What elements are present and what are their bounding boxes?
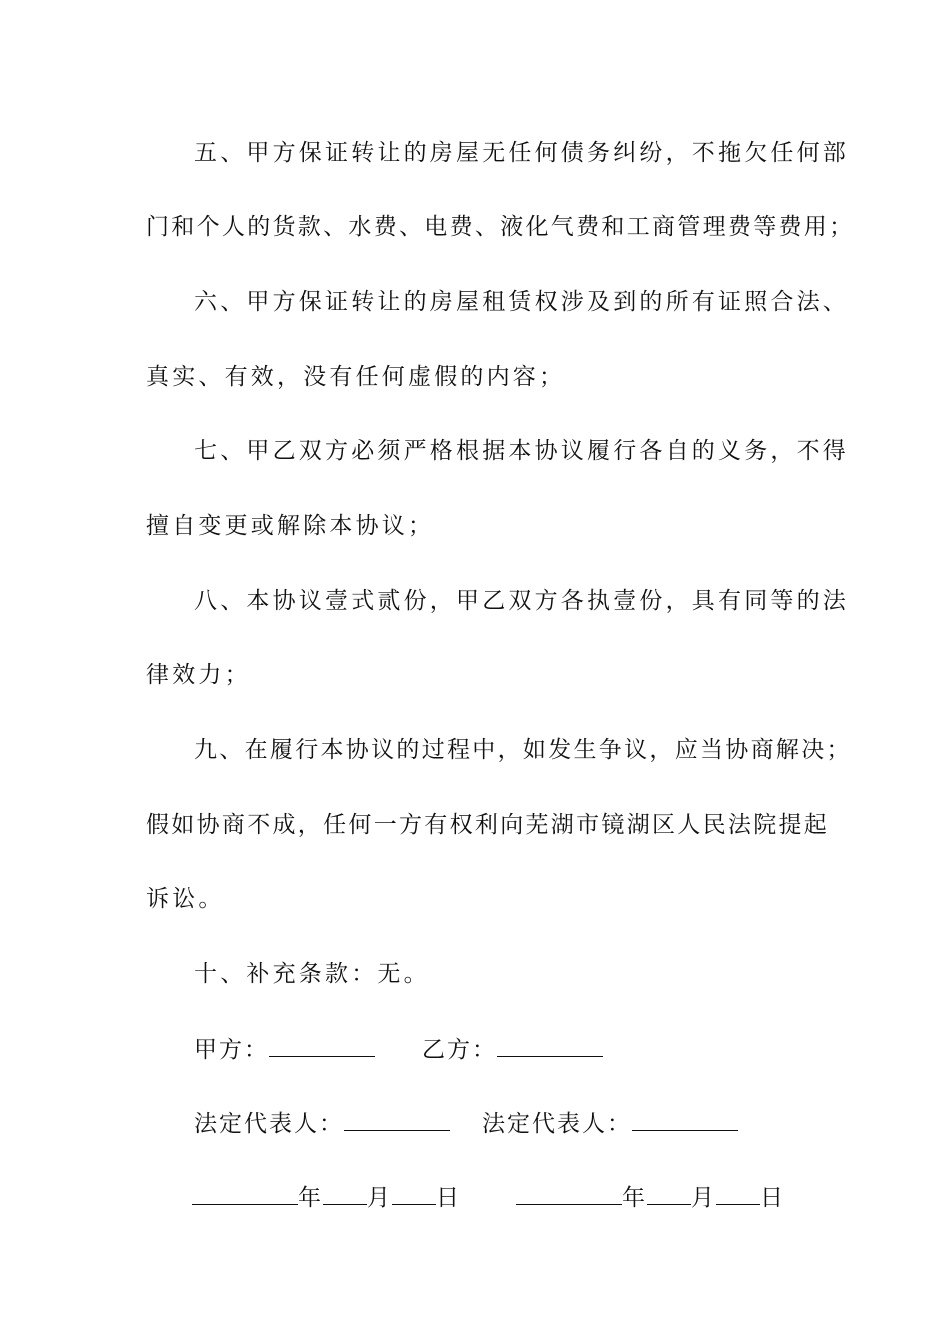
rep-a-label: 法定代表人： xyxy=(194,1111,344,1137)
clause-seven-line-1: 七、甲乙双方必须严格根据本协议履行各自的义务，不得 xyxy=(194,438,849,464)
date-b-field xyxy=(516,1182,785,1213)
date-a-year-blank xyxy=(192,1182,298,1205)
rep-b-blank xyxy=(632,1108,738,1131)
rep-b-field xyxy=(482,1108,738,1139)
clause-seven-line-2: 擅自变更或解除本协议； xyxy=(146,513,435,539)
date-a-month-label: 月 xyxy=(367,1185,392,1211)
clause-six-line-2: 真实、有效，没有任何虚假的内容； xyxy=(146,364,566,390)
clause-nine-line-3: 诉讼。 xyxy=(146,886,225,912)
date-a-field xyxy=(192,1182,461,1213)
clause-eight-line-2: 律效力； xyxy=(146,662,251,688)
date-a-month-blank xyxy=(323,1182,367,1205)
party-b-field xyxy=(422,1034,603,1065)
clause-nine-line-1: 九、在履行本协议的过程中，如发生争议，应当协商解决； xyxy=(194,737,852,763)
clause-five-line-2: 门和个人的货款、水费、电费、液化气费和工商管理费等费用； xyxy=(146,214,855,240)
party-a-field xyxy=(194,1034,375,1065)
date-b-year-blank xyxy=(516,1182,622,1205)
party-a-blank xyxy=(269,1034,375,1057)
date-a-day-blank xyxy=(392,1182,436,1205)
date-b-month-label: 月 xyxy=(691,1185,716,1211)
date-b-month-blank xyxy=(647,1182,691,1205)
clause-five-line-1: 五、甲方保证转让的房屋无任何债务纠纷，不拖欠任何部 xyxy=(194,140,849,166)
date-b-year-label: 年 xyxy=(622,1185,647,1211)
rep-a-blank xyxy=(344,1108,450,1131)
party-b-blank xyxy=(497,1034,603,1057)
rep-b-label: 法定代表人： xyxy=(482,1111,632,1137)
date-a-day-label: 日 xyxy=(436,1185,461,1211)
rep-a-field xyxy=(194,1108,450,1139)
clause-nine-line-2: 假如协商不成，任何一方有权利向芜湖市镜湖区人民法院提起 xyxy=(146,812,830,838)
clause-ten-line-1: 十、补充条款：无。 xyxy=(194,961,430,987)
date-b-day-blank xyxy=(716,1182,760,1205)
date-b-day-label: 日 xyxy=(760,1185,785,1211)
party-b-label: 乙方： xyxy=(422,1037,497,1063)
date-a-year-label: 年 xyxy=(298,1185,323,1211)
clause-six-line-1: 六、甲方保证转让的房屋租赁权涉及到的所有证照合法、 xyxy=(194,289,849,315)
clause-eight-line-1: 八、本协议壹式贰份，甲乙双方各执壹份，具有同等的法 xyxy=(194,588,849,614)
party-a-label: 甲方： xyxy=(194,1037,269,1063)
